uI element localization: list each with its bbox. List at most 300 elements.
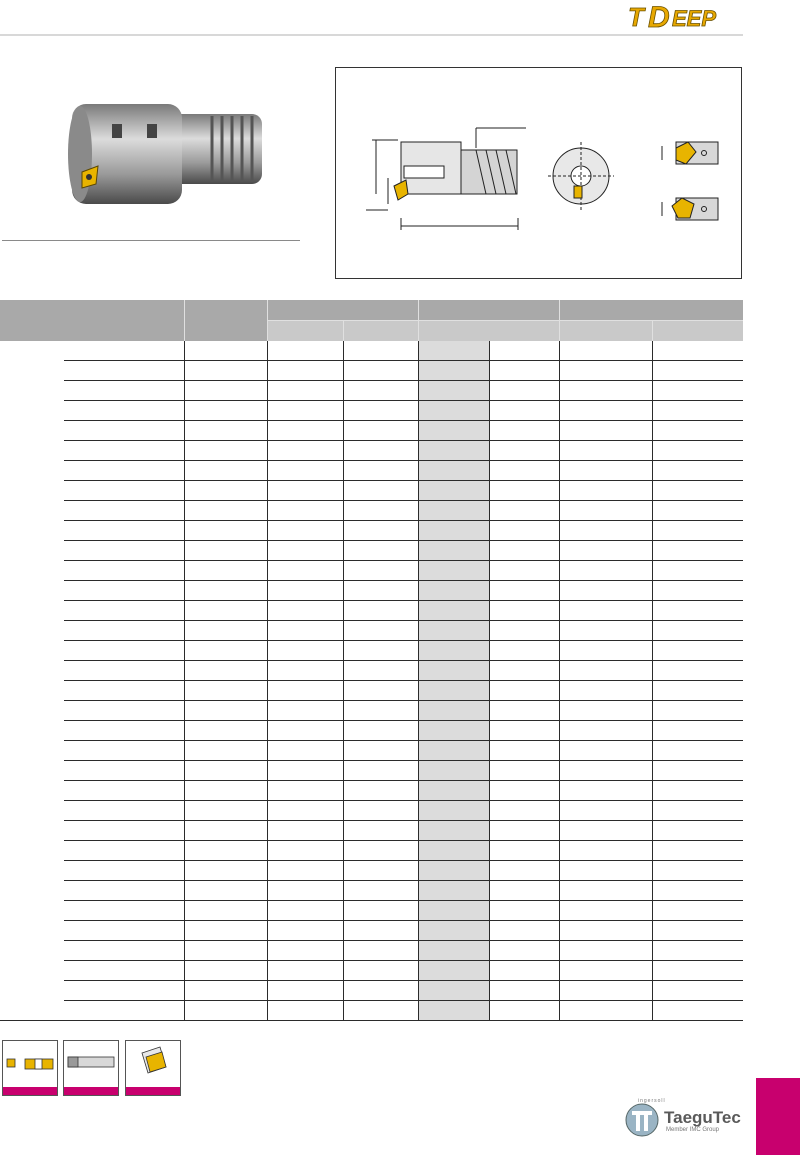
table-cell [184, 681, 267, 701]
table-cell [184, 621, 267, 641]
table-cell [418, 501, 489, 521]
table-cell [343, 501, 418, 521]
table-cell [559, 801, 652, 821]
table-cell [267, 881, 343, 901]
table-row [0, 721, 743, 741]
table-cell [559, 921, 652, 941]
table-cell [418, 441, 489, 461]
table-cell [489, 401, 559, 421]
table-cell [652, 481, 743, 501]
table-cell [267, 821, 343, 841]
table-cell [489, 901, 559, 921]
table-row [0, 381, 743, 401]
table-cell [489, 521, 559, 541]
table-cell [559, 881, 652, 901]
table-cell [418, 661, 489, 681]
table-cell [343, 761, 418, 781]
table-cell [64, 381, 184, 401]
photo-underline [2, 240, 300, 241]
table-cell [267, 901, 343, 921]
table-cell [559, 661, 652, 681]
table-cell [418, 621, 489, 641]
table-cell [184, 641, 267, 661]
table-cell [184, 581, 267, 601]
table-row [0, 741, 743, 761]
table-cell [184, 881, 267, 901]
table-row [0, 401, 743, 421]
product-photo [62, 96, 274, 208]
table-cell [489, 501, 559, 521]
table-cell [343, 441, 418, 461]
table-cell [184, 921, 267, 941]
table-row [0, 921, 743, 941]
table-cell [267, 401, 343, 421]
table-cell [267, 781, 343, 801]
header-rule [0, 34, 743, 36]
table-cell [489, 361, 559, 381]
table-cell [418, 581, 489, 601]
table-cell [652, 461, 743, 481]
table-cell [652, 741, 743, 761]
table-cell [64, 601, 184, 621]
table-bottom-rule [0, 1020, 743, 1021]
table-cell [64, 801, 184, 821]
technical-drawing [335, 67, 742, 279]
table-cell [489, 1001, 559, 1021]
table-cell [489, 441, 559, 461]
table-cell [559, 941, 652, 961]
table-cell [64, 941, 184, 961]
table-cell [184, 1001, 267, 1021]
table-cell [559, 581, 652, 601]
svg-text:T: T [628, 2, 644, 32]
section-tab[interactable] [756, 1078, 800, 1155]
table-cell [343, 581, 418, 601]
table-row [0, 361, 743, 381]
table-row [0, 981, 743, 1001]
table-cell [184, 781, 267, 801]
table-cell [652, 961, 743, 981]
table-cell [343, 541, 418, 561]
table-cell [184, 601, 267, 621]
table-cell [184, 541, 267, 561]
table-cell [267, 761, 343, 781]
table-cell [418, 901, 489, 921]
table-cell [64, 441, 184, 461]
table-cell [64, 661, 184, 681]
table-cell [559, 761, 652, 781]
table-cell [418, 701, 489, 721]
table-cell [343, 681, 418, 701]
table-cell [489, 461, 559, 481]
table-cell [559, 561, 652, 581]
table-cell [267, 341, 343, 361]
table-cell [652, 921, 743, 941]
table-cell [489, 601, 559, 621]
table-cell [64, 761, 184, 781]
table-cell [489, 921, 559, 941]
table-cell [489, 941, 559, 961]
table-cell [418, 781, 489, 801]
header-subrow-group-3 [559, 320, 743, 341]
tdeep-logo [626, 2, 746, 32]
table-cell [652, 341, 743, 361]
table-cell [184, 841, 267, 861]
table-cell [64, 781, 184, 801]
table-cell [64, 741, 184, 761]
table-cell [267, 561, 343, 581]
table-cell [489, 641, 559, 661]
table-cell [418, 841, 489, 861]
table-cell [652, 641, 743, 661]
table-cell [652, 521, 743, 541]
table-row [0, 1001, 743, 1021]
table-row [0, 421, 743, 441]
table-cell [418, 721, 489, 741]
table-row [0, 481, 743, 501]
table-cell [652, 941, 743, 961]
table-cell [267, 421, 343, 441]
table-cell [652, 381, 743, 401]
table-cell [267, 621, 343, 641]
table-cell [64, 521, 184, 541]
brand-name: TaeguTec [664, 1108, 741, 1127]
table-cell [652, 901, 743, 921]
table-cell [267, 501, 343, 521]
table-row [0, 501, 743, 521]
table-cell [64, 821, 184, 841]
table-cell [489, 781, 559, 801]
table-cell [343, 461, 418, 481]
table-cell [267, 461, 343, 481]
table-cell [559, 961, 652, 981]
table-cell [418, 961, 489, 981]
table-cell [418, 741, 489, 761]
table-cell [64, 981, 184, 1001]
table-cell [559, 441, 652, 461]
table-row [0, 701, 743, 721]
table-cell [64, 561, 184, 581]
table-cell [267, 841, 343, 861]
table-cell [418, 401, 489, 421]
table-cell [489, 961, 559, 981]
table-cell [489, 561, 559, 581]
table-cell [343, 481, 418, 501]
table-cell [343, 701, 418, 721]
table-cell [267, 921, 343, 941]
table-cell [559, 901, 652, 921]
table-cell [267, 381, 343, 401]
table-cell [559, 781, 652, 801]
table-cell [267, 701, 343, 721]
table-cell [418, 821, 489, 841]
table-cell [418, 381, 489, 401]
table-cell [489, 881, 559, 901]
table-row [0, 341, 743, 361]
table-row [0, 761, 743, 781]
table-cell [652, 541, 743, 561]
table-cell [559, 861, 652, 881]
table-cell [418, 761, 489, 781]
table-row [0, 561, 743, 581]
table-cell [418, 541, 489, 561]
table-cell [64, 921, 184, 941]
brand-top-text: ingersoll [638, 1098, 666, 1104]
table-cell [559, 401, 652, 421]
table-row [0, 961, 743, 981]
table-cell [267, 1001, 343, 1021]
table-cell [267, 941, 343, 961]
table-cell [343, 381, 418, 401]
table-cell [64, 541, 184, 561]
table-cell [652, 721, 743, 741]
table-cell [489, 341, 559, 361]
table-cell [343, 721, 418, 741]
table-cell [184, 721, 267, 741]
table-cell [418, 921, 489, 941]
table-cell [489, 801, 559, 821]
insert-icon[interactable] [2, 1040, 58, 1096]
table-cell [489, 981, 559, 1001]
table-cell [489, 621, 559, 641]
table-cell [64, 881, 184, 901]
table-cell [343, 861, 418, 881]
table-cell [267, 361, 343, 381]
table-cell [652, 881, 743, 901]
table-cell [418, 681, 489, 701]
table-cell [343, 821, 418, 841]
table-cell [343, 521, 418, 541]
table-cell [267, 601, 343, 621]
table-cell [343, 781, 418, 801]
table-cell [343, 941, 418, 961]
table-cell [652, 441, 743, 461]
table-cell [559, 701, 652, 721]
table-cell [652, 781, 743, 801]
table-cell [184, 861, 267, 881]
table-cell [489, 581, 559, 601]
table-cell [489, 681, 559, 701]
table-row [0, 861, 743, 881]
brand-subtitle: Member IMC Group [666, 1127, 720, 1133]
table-cell [343, 361, 418, 381]
table-cell [343, 961, 418, 981]
table-cell [64, 701, 184, 721]
table-cell [184, 941, 267, 961]
table-cell [559, 481, 652, 501]
table-cell [418, 341, 489, 361]
table-cell [559, 601, 652, 621]
table-row [0, 601, 743, 621]
table-cell [184, 381, 267, 401]
table-row [0, 841, 743, 861]
taegutec-logo-icon [624, 1102, 660, 1138]
table-cell [184, 981, 267, 1001]
table-cell [652, 681, 743, 701]
table-cell [184, 661, 267, 681]
table-cell [184, 341, 267, 361]
table-row [0, 681, 743, 701]
table-cell [267, 981, 343, 1001]
table-cell [418, 861, 489, 881]
table-cell [64, 1001, 184, 1021]
table-cell [343, 421, 418, 441]
table-cell [489, 761, 559, 781]
table-cell [559, 521, 652, 541]
table-row [0, 661, 743, 681]
table-cell [267, 681, 343, 701]
table-cell [559, 1001, 652, 1021]
table-cell [343, 601, 418, 621]
table-cell [418, 601, 489, 621]
table-cell [184, 901, 267, 921]
table-cell [343, 621, 418, 641]
table-cell [267, 741, 343, 761]
table-cell [343, 801, 418, 821]
table-cell [184, 441, 267, 461]
table-cell [184, 361, 267, 381]
table-cell [559, 721, 652, 741]
table-cell [559, 821, 652, 841]
table-cell [559, 361, 652, 381]
table-cell [267, 481, 343, 501]
table-cell [652, 621, 743, 641]
table-cell [184, 481, 267, 501]
catalog-icon[interactable] [125, 1040, 181, 1096]
table-cell [267, 521, 343, 541]
table-cell [489, 861, 559, 881]
header-subrow-group-2 [418, 320, 559, 341]
table-cell [652, 841, 743, 861]
table-row [0, 541, 743, 561]
table-cell [489, 741, 559, 761]
table-cell [343, 661, 418, 681]
table-cell [267, 961, 343, 981]
table-cell [652, 861, 743, 881]
table-cell [267, 641, 343, 661]
table-cell [652, 401, 743, 421]
table-cell [559, 501, 652, 521]
table-cell [64, 681, 184, 701]
table-cell [184, 561, 267, 581]
table-cell [489, 701, 559, 721]
table-cell [559, 741, 652, 761]
table-cell [343, 401, 418, 421]
table-cell [559, 841, 652, 861]
table-cell [418, 561, 489, 581]
table-cell [559, 681, 652, 701]
table-cell [418, 941, 489, 961]
table-cell [559, 381, 652, 401]
table-row [0, 641, 743, 661]
table-cell [418, 461, 489, 481]
shank-icon[interactable] [63, 1040, 119, 1096]
table-row [0, 881, 743, 901]
table-cell [489, 421, 559, 441]
table-row [0, 821, 743, 841]
table-cell [418, 421, 489, 441]
catalog-table [0, 300, 743, 1021]
table-cell [489, 841, 559, 861]
table-cell [64, 901, 184, 921]
svg-text:EEP: EEP [672, 6, 717, 31]
table-cell [652, 601, 743, 621]
table-cell [343, 901, 418, 921]
table-cell [184, 701, 267, 721]
table-cell [418, 1001, 489, 1021]
table-cell [489, 721, 559, 741]
table-cell [343, 921, 418, 941]
table-cell [184, 461, 267, 481]
table-cell [267, 721, 343, 741]
table-cell [343, 341, 418, 361]
table-cell [652, 701, 743, 721]
table-cell [267, 581, 343, 601]
table-cell [418, 361, 489, 381]
table-cell [64, 501, 184, 521]
table-cell [652, 501, 743, 521]
table-cell [559, 341, 652, 361]
table-row [0, 621, 743, 641]
table-cell [184, 961, 267, 981]
table-cell [64, 341, 184, 361]
table-body [0, 341, 743, 1021]
table-row [0, 521, 743, 541]
table-cell [652, 801, 743, 821]
table-cell [652, 821, 743, 841]
table-cell [64, 461, 184, 481]
table-cell [343, 841, 418, 861]
table-cell [64, 861, 184, 881]
table-cell [418, 981, 489, 1001]
table-cell [418, 801, 489, 821]
table-row [0, 581, 743, 601]
table-cell [184, 741, 267, 761]
table-row [0, 441, 743, 461]
table-cell [559, 641, 652, 661]
table-cell [652, 581, 743, 601]
table-cell [343, 561, 418, 581]
table-cell [559, 981, 652, 1001]
table-cell [652, 421, 743, 441]
table-row [0, 801, 743, 821]
table-cell [184, 821, 267, 841]
table-cell [267, 441, 343, 461]
table-cell [652, 1001, 743, 1021]
table-cell [184, 501, 267, 521]
table-cell [418, 521, 489, 541]
table-row [0, 781, 743, 801]
table-cell [184, 801, 267, 821]
table-cell [489, 481, 559, 501]
table-header [0, 300, 743, 341]
table-cell [64, 361, 184, 381]
table-cell [184, 401, 267, 421]
table-cell [343, 981, 418, 1001]
table-cell [267, 861, 343, 881]
table-cell [64, 421, 184, 441]
table-cell [559, 541, 652, 561]
table-cell [343, 881, 418, 901]
table-cell [267, 801, 343, 821]
table-cell [489, 821, 559, 841]
table-cell [489, 541, 559, 561]
table-cell [184, 761, 267, 781]
table-cell [418, 881, 489, 901]
table-cell [652, 981, 743, 1001]
table-cell [64, 401, 184, 421]
table-cell [64, 621, 184, 641]
